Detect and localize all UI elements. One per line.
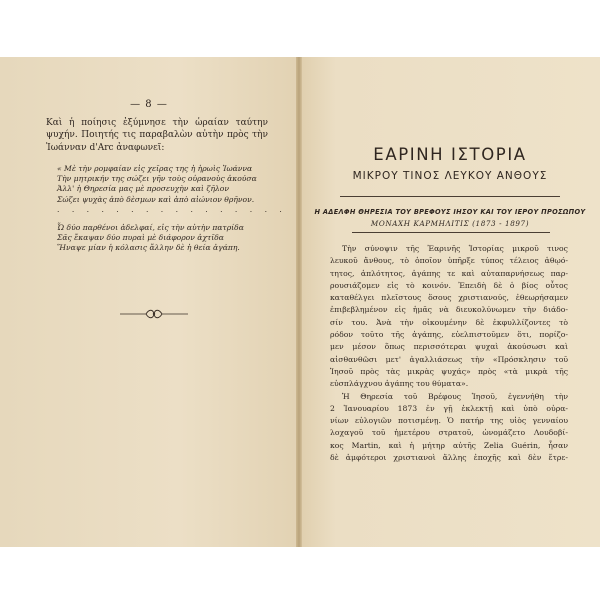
body-line: Ἡ Θηρεσία τοῦ Βρέφους Ἰησοῦ, ἐγεννήθη τὴν	[342, 391, 568, 401]
book-spread	[0, 57, 600, 547]
body-line: Τὴν σύνοψιν τῆς Ἐαρινῆς Ἱστορίας μικροῦ τινος	[342, 244, 568, 253]
body-line: Ἰησοῦ πρὸς τὰς μικρὰς ψυχάς» πρὸς «τὰ μικρὰ τῆς	[330, 366, 568, 376]
body-line: ἐπιβεβλημένον εἰς ἡμᾶς νὰ διευκολύνωμεν τὴν διάδο-	[330, 305, 568, 315]
section-heading: Η ΑΔΕΛΦΗ ΘΗΡΕΣΙΑ ΤΟΥ ΒΡΕΦΟΥΣ ΙΗΣΟΥ ΚΑΙ ΤΟΥ ΙΕΡΟΥ ΠΡΟΣΩΠΟΥ	[314, 208, 586, 216]
body-line: 2 Ἰανουαρίου 1873 ἐν γῇ ἐκλεκτῇ καὶ ὑπὸ οὐρα-	[330, 403, 568, 413]
body-line: τητος, ἁπλότητος, ἀγάπης τε καὶ αὐταπαρνήσεως παρ-	[330, 268, 568, 278]
verse-ellipsis: . . . . . . . . . . . . . . . .	[57, 204, 287, 214]
body-line: εὐσπλάγχνου ἀγάπης του θύματα».	[330, 379, 469, 389]
body-line: λοχαγοῦ τοῦ ἡμετέρου στρατοῦ, ὠνομάζετο Λουδοβί-	[330, 428, 568, 438]
body-line: σίν του. Ἀνὰ τὴν οἰκουμένην δὲ ἐκφυλλίζοντες τὸ	[330, 317, 568, 327]
verse-line: Σώζει ψυχὰς ἀπὸ δὲσμων καὶ ἀπὸ αἰώνιον θρῆνον.	[57, 194, 255, 204]
chapter-subtitle: ΜΙΚΡΟΥ ΤΙΝΟΣ ΛΕΥΚΟΥ ΑΝΘΟΥΣ	[352, 170, 548, 182]
verse-line: Ὦ δύο παρθένοι ἀδελφαί, εἰς τὴν αὐτὴν πατρίδα	[57, 223, 244, 232]
verse-line: Ἀλλ' ἡ Θηρεσία μας μὲ προσευχὴν καὶ ζῆλον	[57, 184, 229, 194]
verse-line: Σᾶς ἔκαψαν δύο πυραὶ μὲ διάφορον ἀχτῖδα	[57, 233, 224, 243]
body-line: καταθέλγει πλεῖστους ὅσους χριστιανούς, ἐθεωρήσαμεν	[330, 293, 568, 303]
author-line: ΜΟΝΑΧΗ ΚΑΡΜΗΛΙΤΙΣ (1873 - 1897)	[370, 219, 530, 228]
verse-line: « Μὲ τὴν ρομφαίαν εἰς χεῖρας της ἡ ἡρωὶς Ἰωάννα	[57, 164, 253, 173]
verse-block-1	[57, 164, 287, 215]
body-line: λευκοῦ ἄνθους, τὸ ὁποῖον ὑπῆρξε τύπος τέλειος ἁθῳό-	[330, 256, 568, 266]
verse-line: Τὴν μητρικήν της σώζει γῆν τοὺς οὐρανοὺς ἀκούσα	[57, 174, 257, 184]
book-gutter	[296, 57, 302, 547]
body-line: ρουσιάζομεν εἰς τὸ κοινόν. Ἐπειδὴ δὲ ὁ βίος οὗτος	[330, 280, 568, 290]
verse-block-2	[57, 223, 282, 254]
body-line: ρόδον τοῦτο τῆς ἀγάπης, εὐελπιστοῦμεν ὅτι, πορίζο-	[330, 330, 568, 340]
divider-rule	[352, 232, 550, 233]
ornament-divider-icon	[118, 307, 190, 321]
right-body-text	[330, 243, 568, 464]
left-paragraph: Καὶ ἡ ποίησις ἐξύμνησε τὴν ὡραίαν ταύτην ψυχήν. Ποιητής τις παραβαλὼν αὐτὴν πρὸς τὴν Ἰωάνναν d'Arc ἀναφωνεῖ:	[46, 118, 268, 153]
page-number: — 8 —	[130, 99, 168, 110]
body-line: αἰσθανθῶσι μετ' ἀγαλλιάσεως τὴν «Πρόσκλησιν τοῦ	[330, 354, 568, 364]
chapter-title: ΕΑΡΙΝΗ ΙΣΤΟΡΙΑ	[373, 145, 527, 164]
divider-rule	[340, 196, 560, 197]
body-line: μεν μέσον ὅπως περισσότεραι ψυχαὶ ἀκούσωσι καὶ	[330, 342, 568, 352]
body-line: νίων εὐλογιῶν ποτισμένῃ. Ὁ πατήρ της υἱὸς γενναίου	[330, 416, 568, 426]
verse-line: Ἥναψε μίαν ἡ κόλασις ἄλλην δὲ ἡ θεία ἀγάπη.	[57, 243, 240, 253]
body-line: κος Martin, καὶ ἡ μήτηρ αὐτῆς Zelia Guérin, ἦσαν	[330, 440, 568, 450]
body-line: δὲ ἀμφότεροι χριστιανοὶ ἄλλης ἐποχῆς καὶ δὲν ἔτρε-	[330, 453, 568, 463]
